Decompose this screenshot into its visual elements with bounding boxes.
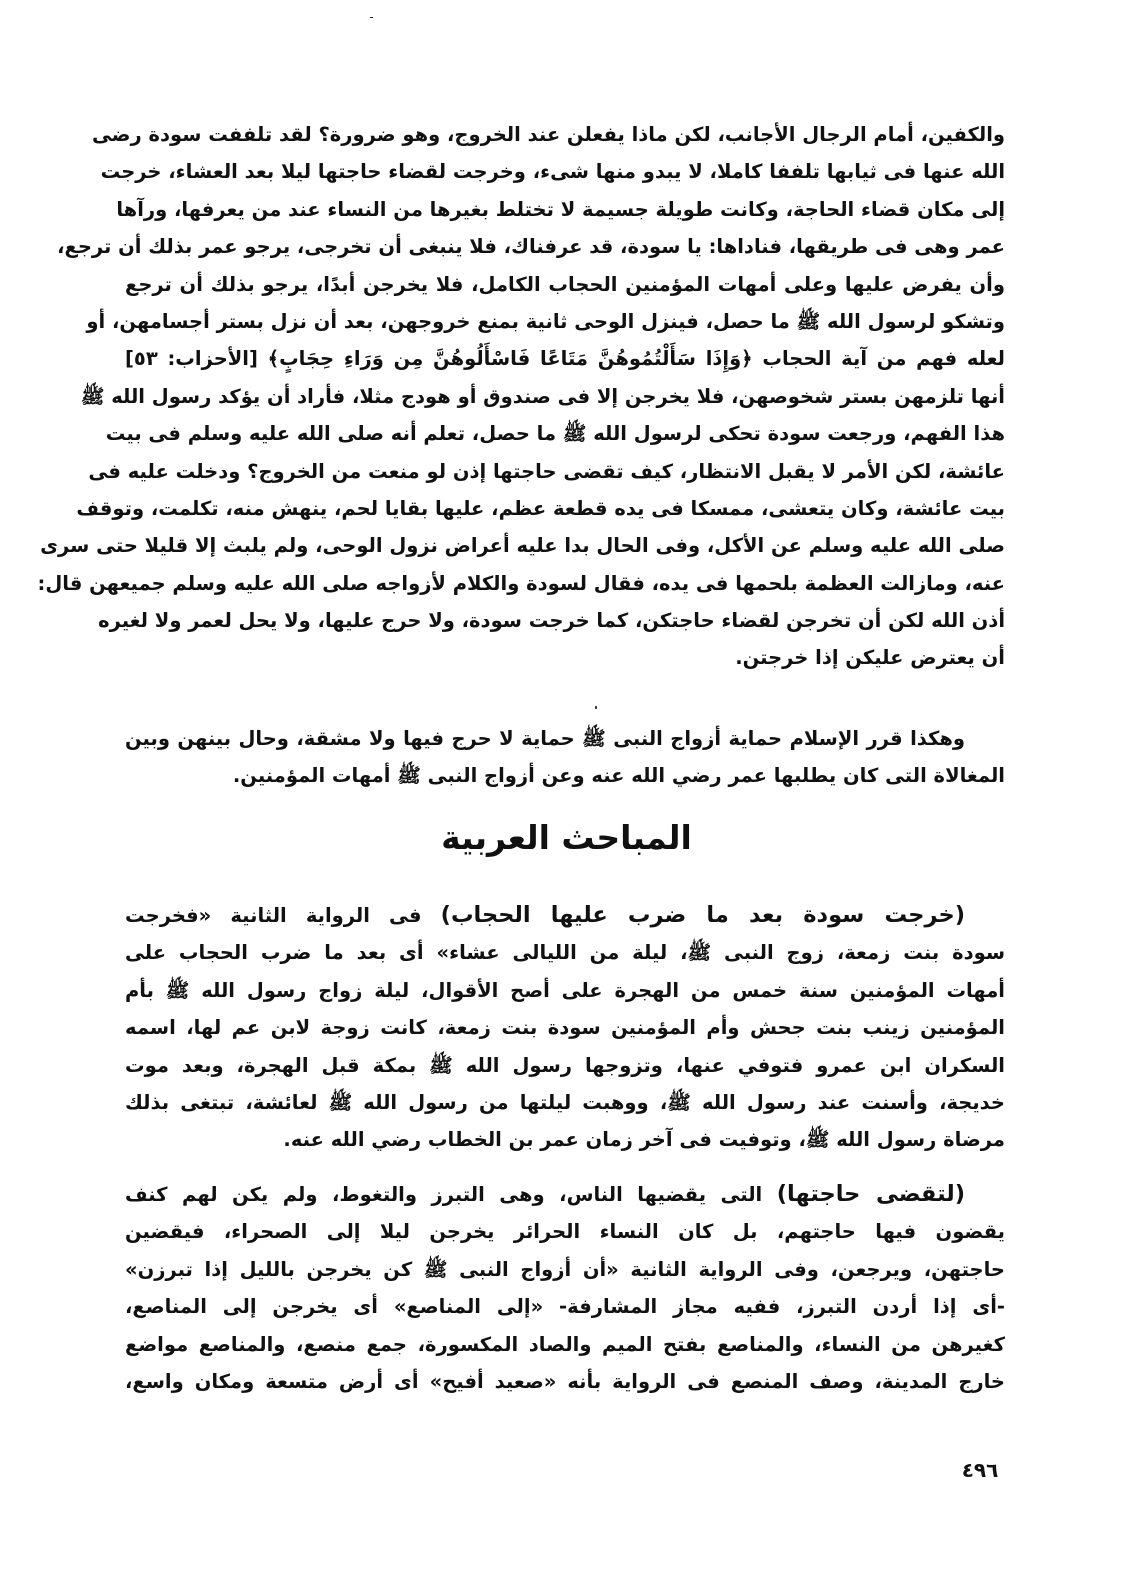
lemma-phrase: (لتقضى حاجتها) bbox=[776, 1181, 965, 1207]
text-line: هذا الفهم، ورجعت سودة تحكى لرسول الله ﷺ ما حصل، تعلم أنه صلى الله عليه وسلم فى بيت bbox=[105, 422, 1005, 446]
text-line: عائشة، لكن الأمر لا يقبل الانتظار، كيف تقضى حاجتها إذن لو منعت من الخروج؟ ودخلت عليه فى bbox=[88, 459, 1005, 483]
text-line: صلى الله عليه وسلم عن الأكل، وفى الحال بدا عليه أعراض نزول الوحى، ولم يلبث إلا قليلا حتى سرى bbox=[40, 534, 1005, 558]
text-line: أن يعترض عليكن إذا خرجتن. bbox=[735, 646, 1005, 670]
text-line: كغيرهن من النساء، والمناصع بفتح الميم والصاد المكسورة، جمع منصع، والمناصع مواضع bbox=[125, 1332, 1005, 1356]
section-heading: المباحث العربية bbox=[441, 818, 692, 857]
text-line: سودة بنت زمعة، زوج النبى ﷺ، ليلة من الليالى عشاء» أى بعد ما ضرب الحجاب على bbox=[125, 941, 1005, 965]
commentary-entry-2 bbox=[125, 1176, 1005, 1400]
text-line: وتشكو لرسول الله ﷺ ما حصل، فينزل الوحى ثانية بمنع خروجهن، بعد أن نزل بستر أجسامهن، أو bbox=[86, 309, 1005, 333]
text-line: أنها تلزمهن بستر شخوصهن، فلا يخرجن إلا فى صندوق أو هودج مثلا، فأراد أن يؤكد رسول الله ﷺ bbox=[80, 384, 1005, 408]
text-line: بيت عائشة، وكان يتعشى، ممسكا فى يده قطعة عظم، عليها بقايا لحم، ينهش منه، تكلمت، وتوقف bbox=[76, 496, 1005, 520]
text-line: عمر وهى فى طريقها، فناداها: يا سودة، قد عرفناك، فلا ينبغى أن تخرجى، يرجو عمر بذلك أن ترجع، bbox=[57, 235, 1005, 259]
text-line: وهكذا قرر الإسلام حماية أزواج النبى ﷺ حماية لا حرج فيها ولا مشقة، وحال بينهن وبين bbox=[125, 727, 965, 750]
text-line: يقضون فيها حاجتهم، بل كان النساء الحرائر يخرجن ليلا إلى الصحراء، فيقضين bbox=[125, 1220, 1005, 1244]
lemma-phrase: (خرجت سودة بعد ما ضرب عليها الحجاب) bbox=[440, 902, 965, 928]
text-line: أمهات المؤمنين سنة خمس من الهجرة على أصح الأقوال، ليلة زواج رسول الله ﷺ بأم bbox=[125, 978, 1005, 1002]
scan-artifact-dot bbox=[595, 706, 597, 709]
text-line: إلى مكان قضاء الحاجة، وكانت طويلة جسيمة لا تختلط بغيرها من النساء عند من يعرفها، ورآها bbox=[116, 197, 1005, 221]
text-line: السكران ابن عمرو فتوفي عنها، وتزوجها رسول الله ﷺ بمكة قبل الهجرة، وبعد موت bbox=[125, 1053, 1005, 1077]
text-line: وأن يفرض عليها وعلى أمهات المؤمنين الحجاب الكامل، فلا يخرجن أبدًا، يرجو بذلك أن ترجع bbox=[125, 272, 1005, 296]
text-line: والكفين، أمام الرجال الأجانب، لكن ماذا يفعلن عند الخروج، وهو ضرورة؟ لقد تلففت سودة رضى bbox=[91, 123, 1005, 146]
text-line: عنه، ومازالت العظمة بلحمها فى يده، فقال لسودة والكلام لأزواجه صلى الله عليه وسلم جميعهن قال: bbox=[37, 571, 1005, 595]
text-line: خديجة، وأسنت عند رسول الله ﷺ، ووهبت ليلتها من رسول الله ﷺ لعائشة، تبتغى بذلك bbox=[125, 1090, 1005, 1114]
text-line: المؤمنين زينب بنت جحش وأم المؤمنين سودة بنت زمعة، كانت زوجة لابن عم لها، اسمه bbox=[125, 1016, 1005, 1040]
text-line: -أى إذا أردن التبرز، ففيه مجاز المشارفة- «إلى المناصع» أى يخرجن إلى المناصع، bbox=[125, 1295, 1005, 1319]
text-line: المغالاة التى كان يطلبها عمر رضي الله عنه وعن أزواج النبى ﷺ أمهات المؤمنين. bbox=[232, 764, 1005, 788]
text-line bbox=[125, 897, 1005, 934]
lemma-explanation: التى يقضيها الناس، وهى التبرز والتغوط، ولم يكن لهم كنف bbox=[125, 1183, 763, 1206]
paragraph-2 bbox=[125, 720, 1005, 795]
text-line: مرضاة رسول الله ﷺ، وتوفيت فى آخر زمان عمر بن الخطاب رضي الله عنه. bbox=[283, 1128, 1005, 1152]
quran-verse-line: لعله فهم من آية الحجاب ﴿وَإِذَا سَأَلْتُمُوهُنَّ مَتَاعًا فَاسْأَلُوهُنَّ مِن وَرَاءِ حِجَابٍ﴾ [الأحزاب: ٥٣] bbox=[125, 347, 1005, 371]
text-line: خارج المدينة، وصف المنصع فى الرواية بأنه «صعيد أفيح» أى أرض متسعة ومكان واسع، bbox=[125, 1369, 1005, 1393]
page-number: ٤٩٦ bbox=[961, 1458, 999, 1482]
paragraph-1 bbox=[37, 116, 1005, 677]
lemma-explanation: فى الرواية الثانية «فخرجت bbox=[125, 904, 422, 927]
text-line bbox=[125, 1176, 1005, 1213]
text-line: الله عنها فى ثيابها تلففا كاملا، لا يبدو منها شىء، وخرجت لقضاء حاجتها ليلا بعد العشاء، خرجت bbox=[100, 160, 1005, 184]
scan-artifact-mark bbox=[370, 17, 373, 18]
text-line: أذن الله لكن أن تخرجن لقضاء حاجتكن، كما خرجت سودة، ولا حرج عليها، ولا يحل لعمر ولا لغيره bbox=[98, 609, 1005, 633]
text-line: حاجتهن، ويرجعن، وفى الرواية الثانية «أن أزواج النبى ﷺ كن يخرجن بالليل إذا تبرزن» bbox=[125, 1257, 1005, 1281]
commentary-entry-1 bbox=[125, 897, 1005, 1159]
